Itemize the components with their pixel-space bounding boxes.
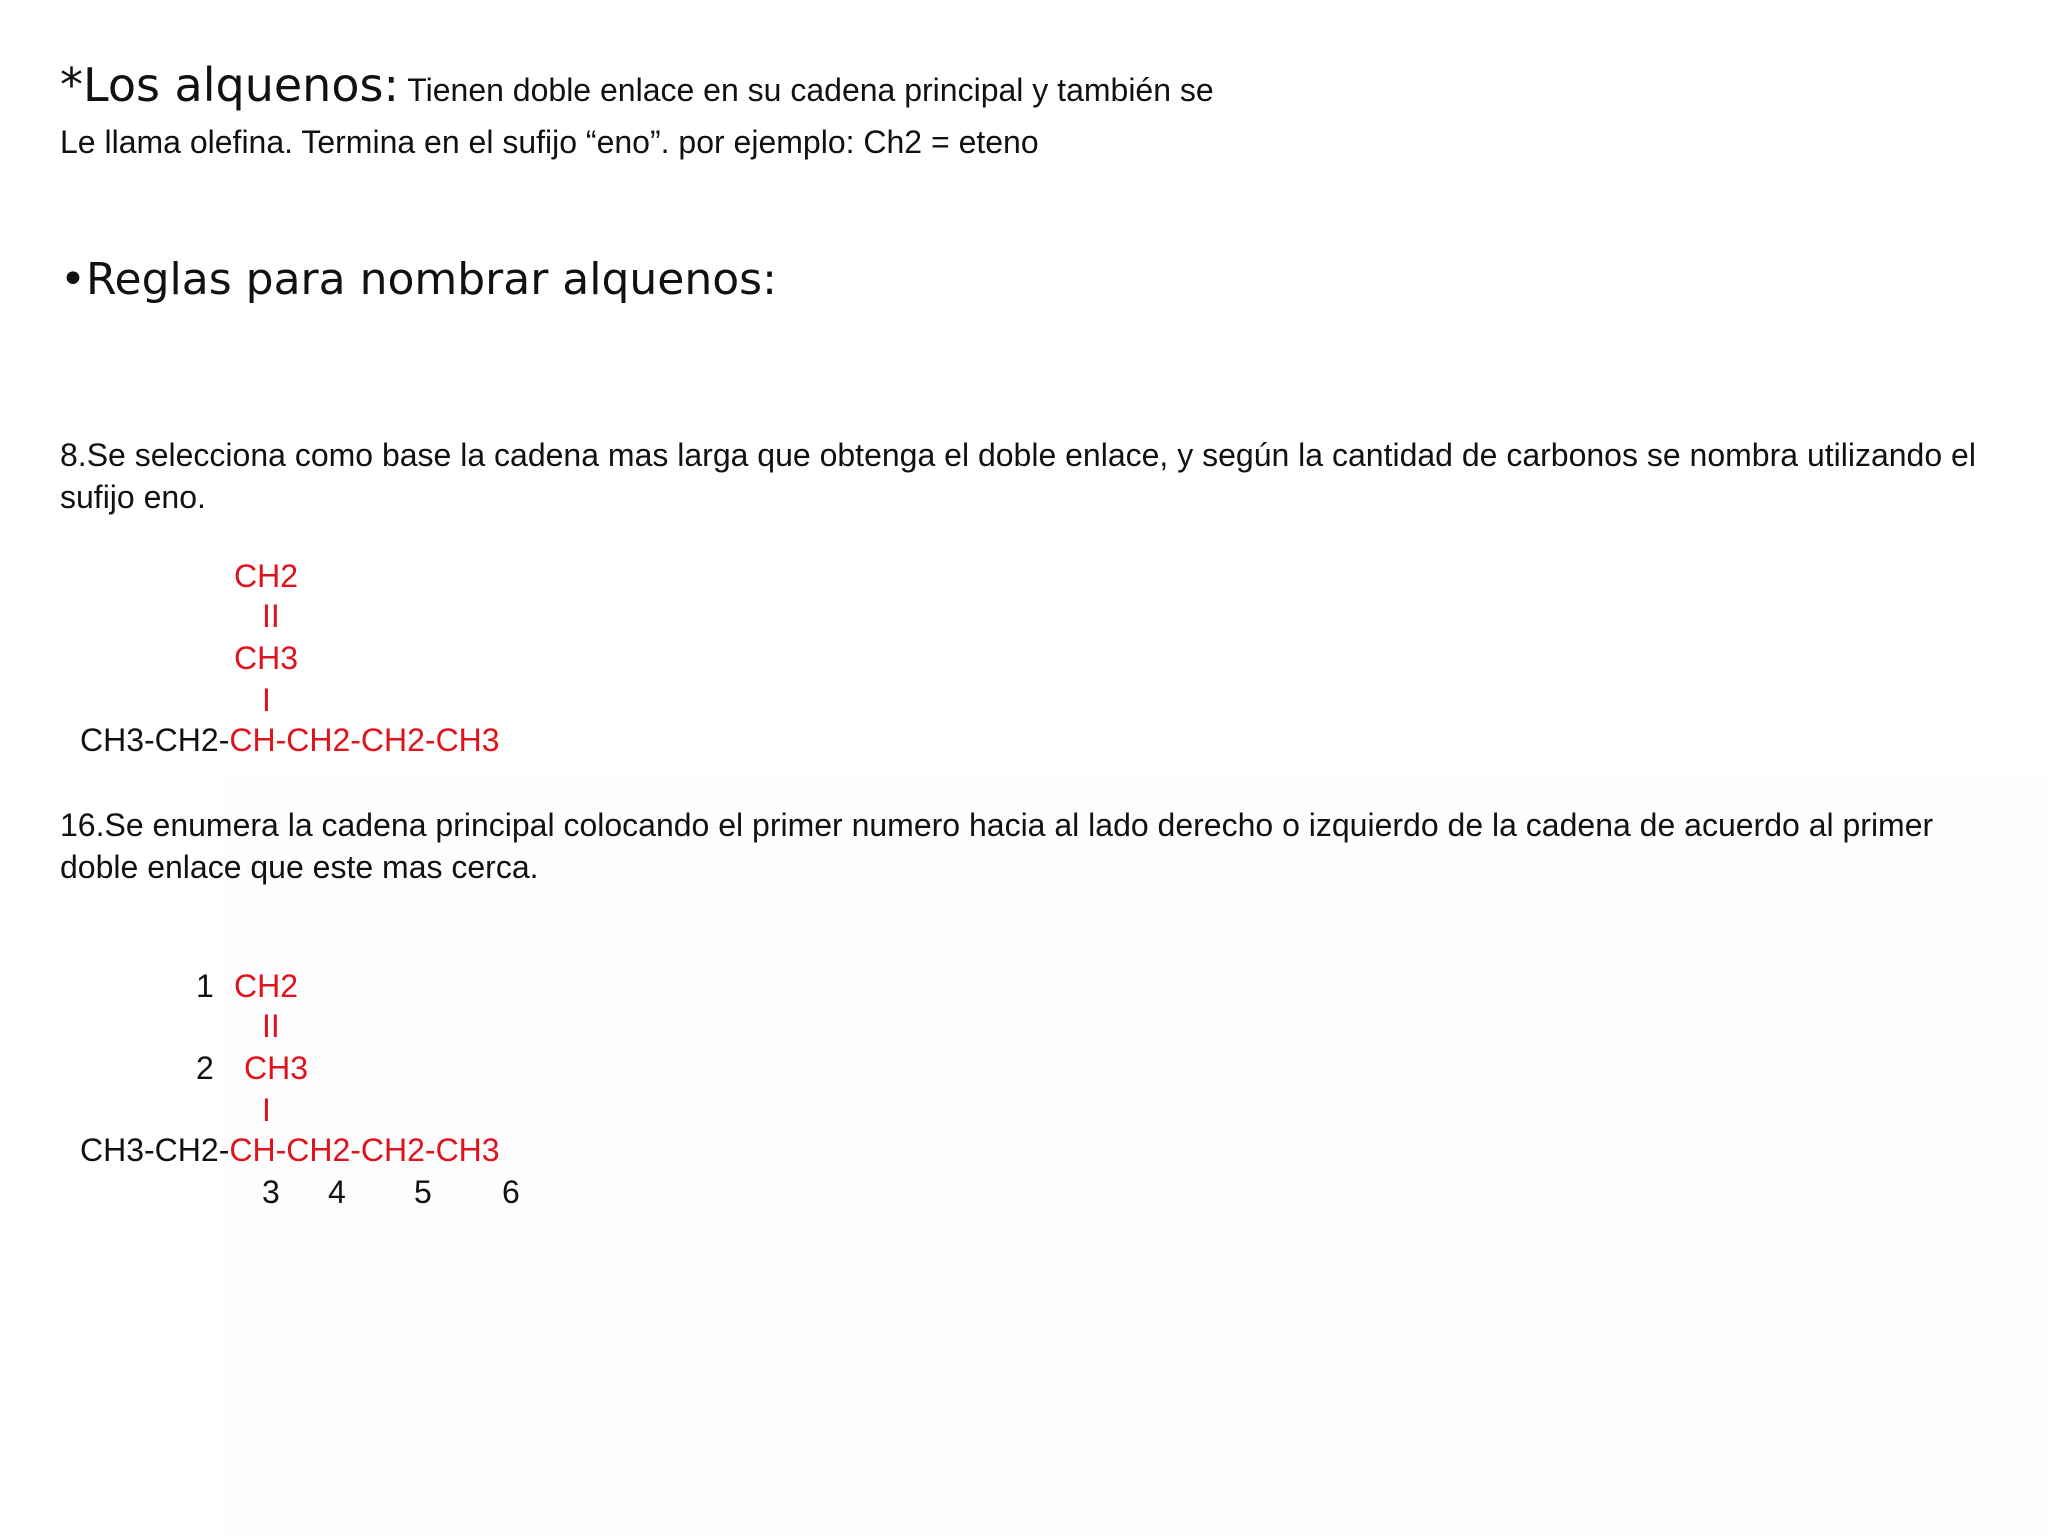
diagram2-number-2: 2 xyxy=(196,1050,214,1086)
rule-2-text: 16.Se enumera la cadena principal colocando el primer numero hacia al lado derecho o izquierdo de la cadena de acuerdo al primer doble enlace que este mas cerca. xyxy=(60,807,1934,885)
diagram1-ch2: CH2 xyxy=(234,558,299,594)
diagram1-main-chain xyxy=(80,722,500,759)
title: *Los alquenos: xyxy=(60,58,399,112)
diagram2-chain-start: CH3-CH2- xyxy=(80,1132,230,1168)
diagram2-single-bond: I xyxy=(262,1092,271,1128)
title-description: Tienen doble enlace en su cadena principal y también se xyxy=(398,72,1214,108)
rule-1-text: 8.Se selecciona como base la cadena mas larga que obtenga el doble enlace, y según la cantidad de carbonos se nombra utilizando el sufijo eno. xyxy=(60,437,1976,515)
diagram2-number-3: 3 xyxy=(262,1174,280,1210)
diagram2-double-bond: II xyxy=(262,1008,280,1044)
diagram1-double-bond: II xyxy=(262,598,280,634)
diagram1-single-bond: I xyxy=(262,682,271,718)
diagram2-main-chain xyxy=(80,1132,500,1169)
diagram2-ch3: CH3 xyxy=(244,1050,309,1086)
diagram1-chain-start: CH3-CH2- xyxy=(80,722,230,758)
intro-line-1 xyxy=(60,58,1214,112)
rules-heading: •Reglas para nombrar alquenos: xyxy=(60,254,777,305)
diagram2-number-1: 1 xyxy=(196,968,214,1004)
intro-line-2: Le llama olefina. Termina en el sufijo “eno”. por ejemplo: Ch2 = eteno xyxy=(60,124,1039,160)
diagram2-number-4: 4 xyxy=(328,1174,346,1210)
diagram1-ch3: CH3 xyxy=(234,640,299,676)
diagram2-number-6: 6 xyxy=(502,1174,520,1210)
diagram2-ch2: CH2 xyxy=(234,968,299,1004)
diagram2-number-5: 5 xyxy=(414,1174,432,1210)
diagram2-chain-main: CH-CH2-CH2-CH3 xyxy=(229,1132,500,1168)
diagram1-chain-main: CH-CH2-CH2-CH3 xyxy=(229,722,500,758)
